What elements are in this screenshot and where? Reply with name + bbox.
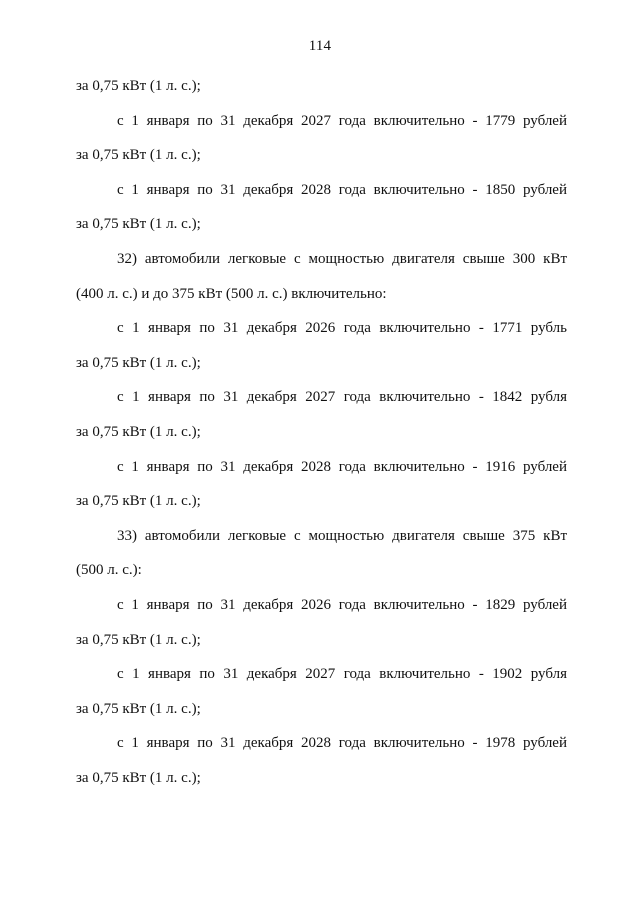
paragraph-continuation-line: (400 л. с.) и до 375 кВт (500 л. с.) включительно: [76, 285, 387, 302]
paragraph-first-line: с 1 января по 31 декабря 2028 года включительно - 1978 рублей [117, 735, 567, 752]
paragraph-first-line: с 1 января по 31 декабря 2027 года включительно - 1842 рубля [117, 389, 567, 406]
paragraph-first-line: с 1 января по 31 декабря 2026 года включительно - 1829 рублей [117, 596, 567, 613]
paragraph-continuation-line: за 0,75 кВт (1 л. с.); [76, 216, 201, 233]
paragraph-first-line: с 1 января по 31 декабря 2027 года включительно - 1902 рубля [117, 666, 567, 683]
paragraph-continuation-line: за 0,75 кВт (1 л. с.); [76, 354, 201, 371]
paragraph-first-line: с 1 января по 31 декабря 2027 года включительно - 1779 рублей [117, 112, 567, 129]
paragraph-continuation-line: за 0,75 кВт (1 л. с.); [76, 423, 201, 440]
document-body [76, 76, 567, 802]
paragraph-continuation-line: за 0,75 кВт (1 л. с.); [76, 493, 201, 510]
paragraph-first-line: с 1 января по 31 декабря 2026 года включительно - 1771 рубль [117, 320, 567, 337]
paragraph-first-line: 32) автомобили легковые с мощностью двигателя свыше 300 кВт [117, 250, 567, 267]
paragraph-first-line: с 1 января по 31 декабря 2028 года включительно - 1850 рублей [117, 181, 567, 198]
paragraph-continuation-line: за 0,75 кВт (1 л. с.); [76, 78, 201, 94]
paragraph-continuation-line: за 0,75 кВт (1 л. с.); [76, 631, 201, 648]
paragraph-continuation-line: за 0,75 кВт (1 л. с.); [76, 147, 201, 164]
paragraph-continuation-line: (500 л. с.): [76, 562, 142, 579]
paragraph-first-line: с 1 января по 31 декабря 2028 года включительно - 1916 рублей [117, 458, 567, 475]
page-number: 114 [308, 38, 332, 54]
paragraph-first-line: 33) автомобили легковые с мощностью двигателя свыше 375 кВт [117, 527, 567, 544]
paragraph-continuation-line: за 0,75 кВт (1 л. с.); [76, 700, 201, 717]
paragraph-continuation-line: за 0,75 кВт (1 л. с.); [76, 769, 201, 786]
